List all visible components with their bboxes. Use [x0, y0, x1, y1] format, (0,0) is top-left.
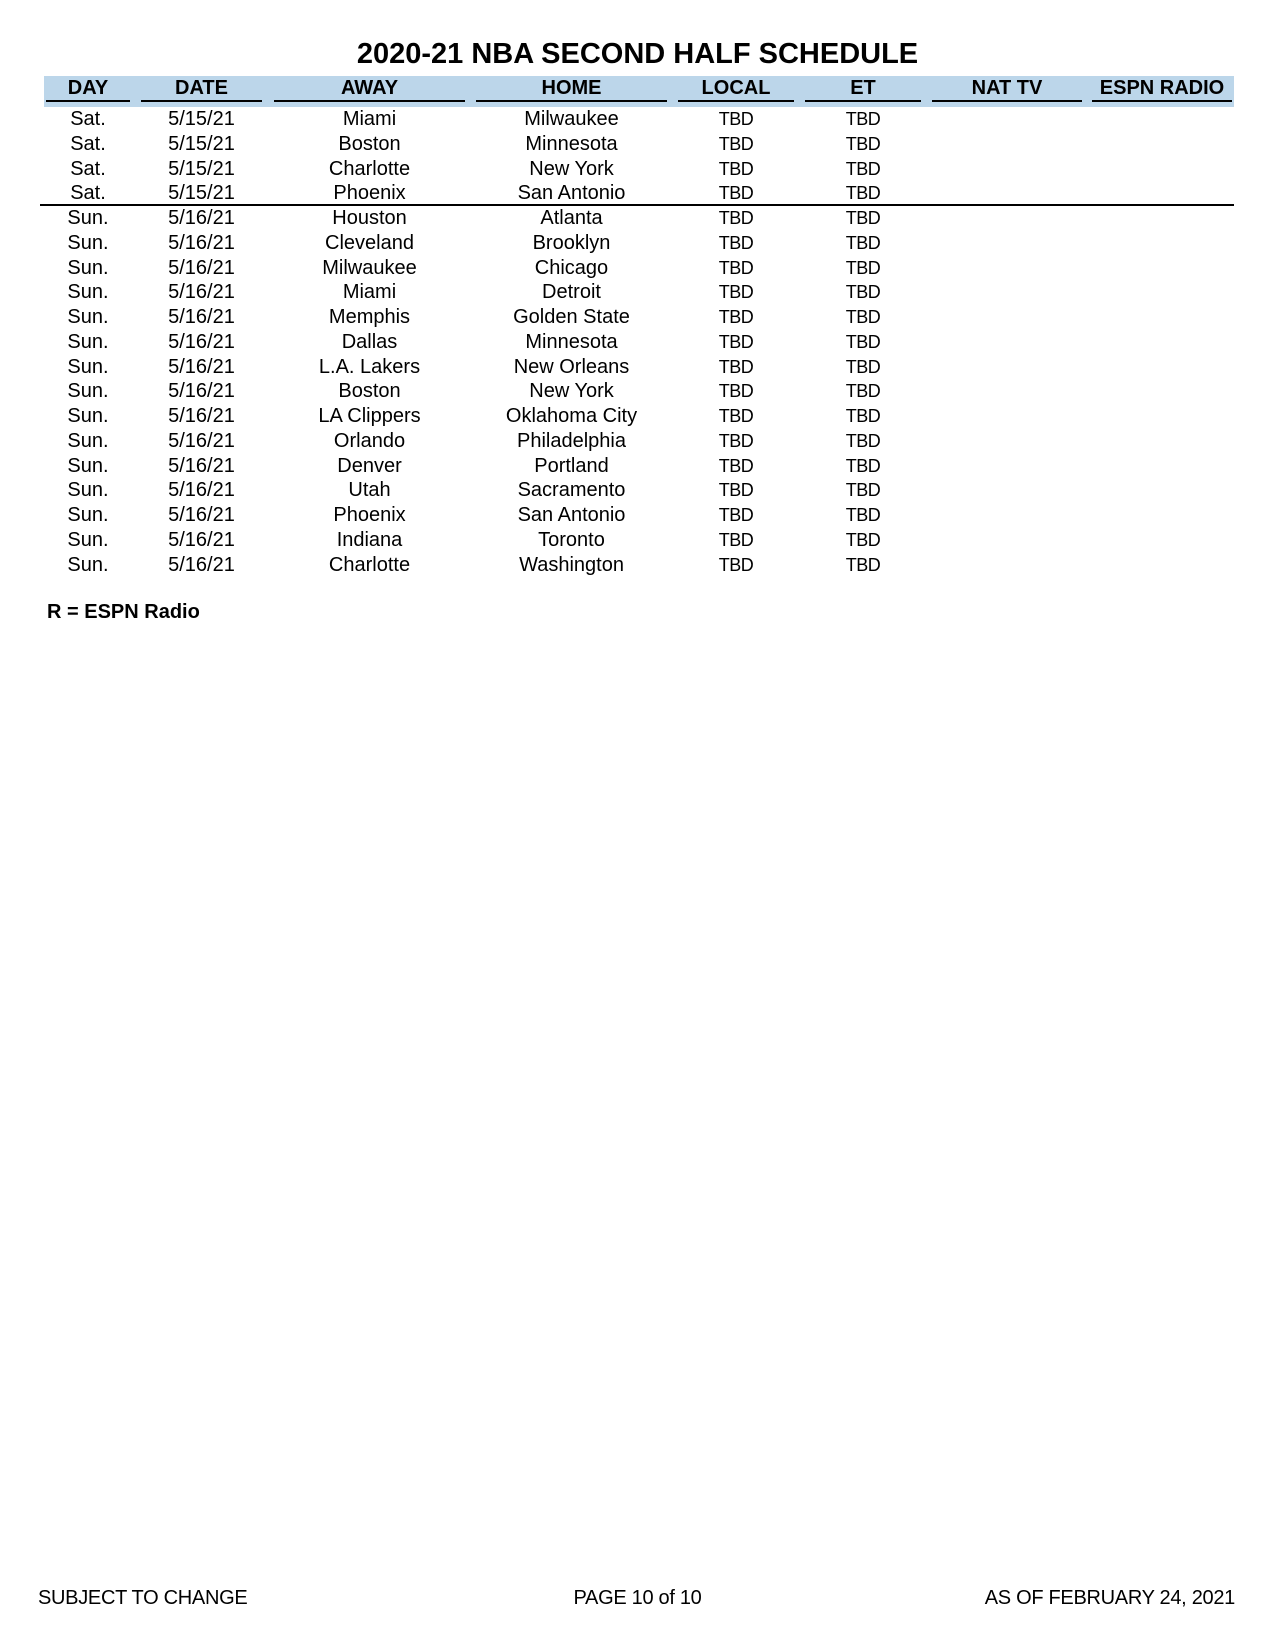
table-row	[0, 503, 1275, 527]
cell-local: TBD	[718, 529, 754, 550]
cell-nat-tv	[932, 206, 1082, 230]
cell-nat-tv	[932, 503, 1082, 527]
cell-away: Charlotte	[328, 553, 411, 576]
cell-nat-tv	[932, 132, 1082, 156]
cell-espn-radio	[1092, 478, 1232, 502]
cell-et: TBD	[845, 208, 881, 228]
cell-away: Boston	[338, 132, 401, 155]
table-row	[0, 132, 1275, 156]
cell-day: Sun.	[67, 306, 109, 328]
cell-local: TBD	[718, 406, 754, 426]
cell-nat-tv	[932, 478, 1082, 502]
cell-et: TBD	[845, 505, 881, 525]
cell-date: 5/16/21	[168, 479, 235, 502]
cell-local: TBD	[718, 232, 754, 253]
column-header-day: DAY	[46, 76, 130, 102]
cell-et: TBD	[845, 356, 881, 377]
table-row	[0, 330, 1275, 354]
cell-away: Denver	[337, 454, 402, 477]
cell-day: Sun.	[67, 405, 109, 427]
cell-espn-radio	[1092, 107, 1232, 131]
cell-home: Washington	[519, 553, 624, 576]
cell-day: Sun.	[67, 380, 109, 403]
table-row	[0, 280, 1275, 304]
table-row	[0, 478, 1275, 502]
cell-day: Sun.	[67, 355, 109, 378]
page-title: 2020-21 NBA SECOND HALF SCHEDULE	[356, 38, 919, 70]
cell-away: Phoenix	[333, 504, 406, 526]
column-header-away: AWAY	[274, 76, 465, 102]
cell-local: TBD	[718, 480, 754, 501]
footer-subject-to-change: SUBJECT TO CHANGE	[38, 1587, 248, 1609]
cell-et: TBD	[845, 554, 881, 575]
cell-date: 5/15/21	[168, 157, 235, 180]
cell-away: L.A. Lakers	[318, 355, 421, 378]
cell-espn-radio	[1092, 553, 1232, 577]
cell-home: San Antonio	[517, 182, 626, 205]
cell-date: 5/16/21	[168, 405, 235, 427]
cell-local: TBD	[718, 430, 754, 451]
cell-nat-tv	[932, 330, 1082, 354]
cell-nat-tv	[932, 454, 1082, 478]
cell-espn-radio	[1092, 503, 1232, 527]
cell-day: Sun.	[67, 281, 109, 304]
cell-home: New Orleans	[513, 355, 630, 378]
column-header-home: HOME	[476, 76, 667, 102]
cell-home: Atlanta	[540, 207, 603, 229]
cell-espn-radio	[1092, 330, 1232, 354]
cell-local: TBD	[718, 257, 754, 278]
cell-nat-tv	[932, 528, 1082, 552]
cell-date: 5/16/21	[168, 207, 235, 229]
cell-nat-tv	[932, 355, 1082, 379]
cell-nat-tv	[932, 181, 1082, 205]
cell-day: Sun.	[67, 429, 109, 452]
cell-nat-tv	[932, 231, 1082, 255]
cell-day: Sun.	[67, 553, 109, 576]
cell-et: TBD	[845, 109, 881, 129]
cell-date: 5/16/21	[168, 429, 235, 452]
cell-local: TBD	[718, 505, 754, 525]
cell-away: Miami	[342, 108, 397, 130]
cell-date: 5/16/21	[168, 454, 235, 477]
cell-et: TBD	[845, 232, 881, 253]
cell-local: TBD	[718, 109, 754, 129]
cell-local: TBD	[718, 133, 754, 154]
cell-et: TBD	[845, 158, 881, 179]
cell-nat-tv	[932, 280, 1082, 304]
cell-home: Sacramento	[517, 479, 626, 502]
cell-et: TBD	[845, 282, 881, 303]
table-row	[0, 107, 1275, 131]
cell-espn-radio	[1092, 379, 1232, 403]
cell-home: Oklahoma City	[505, 405, 638, 427]
footer-as-of-date: AS OF FEBRUARY 24, 2021	[984, 1587, 1235, 1609]
cell-home: New York	[529, 380, 614, 403]
cell-local: TBD	[718, 455, 754, 476]
cell-date: 5/15/21	[168, 132, 235, 155]
table-row	[0, 355, 1275, 379]
table-row	[0, 553, 1275, 577]
cell-date: 5/16/21	[168, 256, 235, 279]
cell-date: 5/16/21	[168, 380, 235, 403]
cell-espn-radio	[1092, 132, 1232, 156]
cell-day: Sat.	[70, 132, 106, 155]
cell-day: Sat.	[70, 108, 106, 130]
cell-espn-radio	[1092, 404, 1232, 428]
cell-local: TBD	[718, 208, 754, 228]
cell-nat-tv	[932, 157, 1082, 181]
table-row	[0, 379, 1275, 403]
table-row	[0, 206, 1275, 230]
cell-espn-radio	[1092, 280, 1232, 304]
cell-date: 5/16/21	[168, 553, 235, 576]
cell-away: Boston	[338, 380, 401, 403]
cell-espn-radio	[1092, 305, 1232, 329]
legend-note: R = ESPN Radio	[47, 601, 200, 623]
column-header-date: DATE	[141, 76, 262, 102]
cell-home: Brooklyn	[532, 231, 611, 254]
cell-date: 5/16/21	[168, 330, 235, 353]
column-header-local: LOCAL	[678, 76, 794, 102]
cell-away: Miami	[342, 281, 397, 304]
table-row	[0, 181, 1275, 205]
cell-date: 5/16/21	[168, 306, 235, 328]
cell-et: TBD	[845, 257, 881, 278]
cell-day: Sun.	[67, 479, 109, 502]
cell-et: TBD	[845, 133, 881, 154]
cell-local: TBD	[718, 331, 754, 352]
cell-et: TBD	[845, 307, 881, 327]
cell-local: TBD	[718, 183, 754, 204]
cell-et: TBD	[845, 406, 881, 426]
cell-nat-tv	[932, 429, 1082, 453]
table-row	[0, 454, 1275, 478]
cell-home: New York	[529, 157, 614, 180]
cell-home: Philadelphia	[517, 429, 626, 452]
cell-home: Detroit	[542, 281, 601, 304]
cell-et: TBD	[845, 381, 881, 402]
cell-espn-radio	[1092, 454, 1232, 478]
footer-page-number: PAGE 10 of 10	[573, 1587, 702, 1609]
cell-nat-tv	[932, 379, 1082, 403]
cell-home: San Antonio	[517, 504, 626, 526]
cell-away: Dallas	[341, 330, 398, 353]
cell-espn-radio	[1092, 206, 1232, 230]
cell-day: Sun.	[67, 330, 109, 353]
cell-local: TBD	[718, 356, 754, 377]
cell-nat-tv	[932, 107, 1082, 131]
cell-local: TBD	[718, 381, 754, 402]
cell-away: LA Clippers	[318, 405, 421, 427]
cell-espn-radio	[1092, 429, 1232, 453]
cell-home: Portland	[534, 454, 609, 477]
cell-espn-radio	[1092, 528, 1232, 552]
cell-et: TBD	[845, 529, 881, 550]
cell-date: 5/16/21	[168, 504, 235, 526]
cell-et: TBD	[845, 183, 881, 204]
cell-et: TBD	[845, 331, 881, 352]
cell-espn-radio	[1092, 256, 1232, 280]
cell-day: Sun.	[67, 256, 109, 279]
day-separator-line	[40, 204, 1234, 206]
cell-local: TBD	[718, 282, 754, 303]
cell-local: TBD	[718, 158, 754, 179]
cell-date: 5/16/21	[168, 231, 235, 254]
cell-day: Sun.	[67, 231, 109, 254]
cell-espn-radio	[1092, 355, 1232, 379]
cell-nat-tv	[932, 404, 1082, 428]
cell-et: TBD	[845, 430, 881, 451]
cell-day: Sun.	[67, 207, 109, 229]
column-header-et: ET	[805, 76, 921, 102]
cell-home: Milwaukee	[524, 108, 619, 130]
cell-away: Indiana	[336, 528, 403, 551]
cell-away: Charlotte	[328, 157, 411, 180]
column-header-espn-radio: ESPN RADIO	[1092, 76, 1232, 102]
cell-home: Golden State	[513, 306, 630, 328]
cell-away: Milwaukee	[322, 256, 417, 279]
table-row	[0, 157, 1275, 181]
cell-day: Sat.	[70, 157, 106, 180]
cell-away: Phoenix	[333, 182, 406, 205]
cell-nat-tv	[932, 305, 1082, 329]
cell-date: 5/15/21	[168, 182, 235, 205]
cell-date: 5/16/21	[168, 528, 235, 551]
table-row	[0, 231, 1275, 255]
table-row	[0, 404, 1275, 428]
cell-espn-radio	[1092, 231, 1232, 255]
table-row	[0, 528, 1275, 552]
cell-date: 5/15/21	[168, 108, 235, 130]
cell-day: Sat.	[70, 182, 106, 205]
column-header-nat-tv: NAT TV	[932, 76, 1082, 102]
table-row	[0, 256, 1275, 280]
cell-home: Minnesota	[525, 330, 618, 353]
cell-et: TBD	[845, 455, 881, 476]
cell-home: Toronto	[538, 528, 605, 551]
cell-day: Sun.	[67, 454, 109, 477]
cell-date: 5/16/21	[168, 355, 235, 378]
cell-away: Memphis	[328, 306, 411, 328]
cell-day: Sun.	[67, 528, 109, 551]
cell-away: Orlando	[333, 429, 406, 452]
cell-day: Sun.	[67, 504, 109, 526]
cell-date: 5/16/21	[168, 281, 235, 304]
cell-et: TBD	[845, 480, 881, 501]
cell-nat-tv	[932, 256, 1082, 280]
cell-away: Cleveland	[325, 231, 414, 254]
cell-home: Minnesota	[525, 132, 618, 155]
cell-espn-radio	[1092, 181, 1232, 205]
cell-espn-radio	[1092, 157, 1232, 181]
cell-away: Houston	[332, 207, 407, 229]
cell-nat-tv	[932, 553, 1082, 577]
cell-away: Utah	[348, 479, 391, 502]
cell-local: TBD	[718, 307, 754, 327]
cell-home: Chicago	[534, 256, 609, 279]
cell-local: TBD	[718, 554, 754, 575]
table-row	[0, 429, 1275, 453]
table-row	[0, 305, 1275, 329]
